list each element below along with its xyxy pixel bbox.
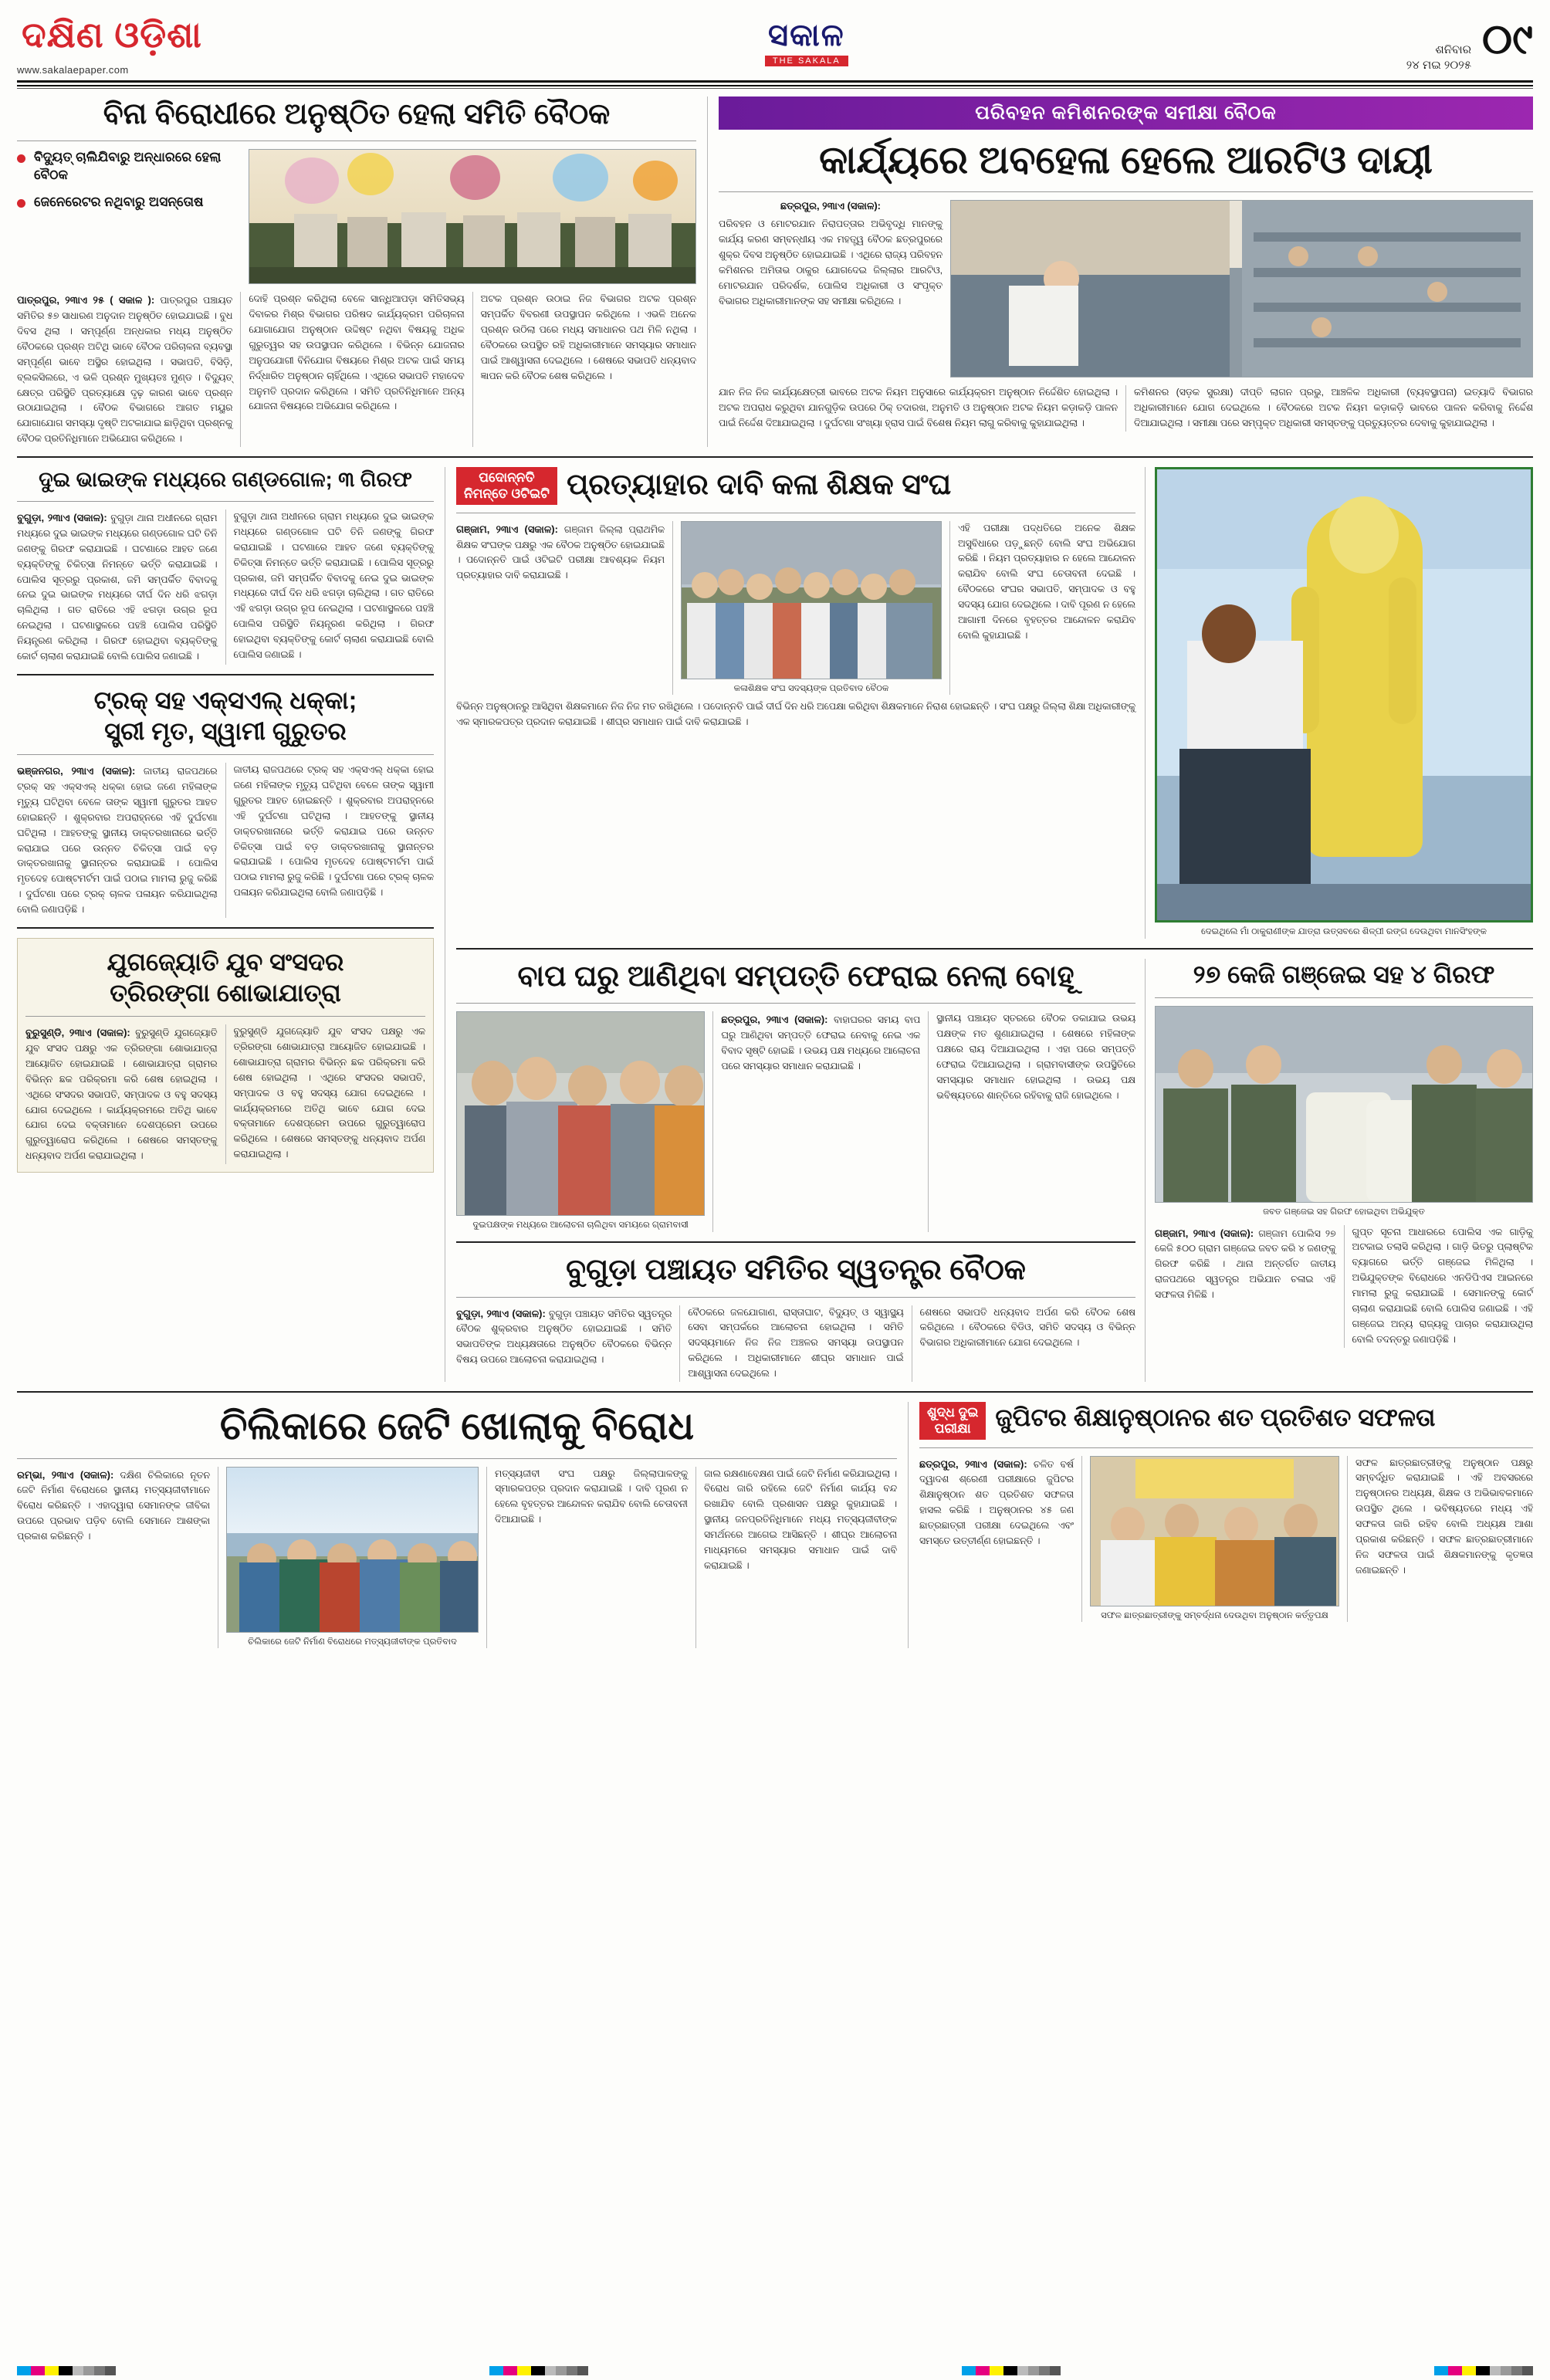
story-11-col-2: ମତ୍ସ୍ୟଜୀବୀ ସଂଘ ପକ୍ଷରୁ ଜିଲ୍ଲାପାଳଙ୍କୁ ସ୍ମାରକପତ୍ର ପ୍ରଦାନ କରାଯାଇଛି । ଦାବି ପୂରଣ ନ ହେଲେ ବୃହତ୍ତର ଆନ୍ଦୋଳନ କରାଯିବ ବୋଲି ଚେତାବନୀ ଦିଆଯାଇଛି । [495, 1468, 688, 1525]
story-12-col-1 [919, 1456, 1074, 1623]
story-4-text: ଜାତୀୟ ରାଜପଥରେ ଟ୍ରକ୍ ସହ ଏକ୍ସଏଲ୍ ଧକ୍କା ହୋଇ ଜଣେ ମହିଳାଙ୍କ ମୃତ୍ୟୁ ଘଟିଥିବା ବେଳେ ତାଙ୍କ ସ୍ୱାମୀ ଗୁରୁତର ଆହତ ହୋଇଛନ୍ତି । ଶୁକ୍ରବାର ଅପରାହ୍ନରେ ଏହି ଦୁର୍ଘଟଣା ଘଟିଥିଲା । ଆହତଙ୍କୁ ସ୍ଥାନୀୟ ଡାକ୍ତରଖାନାରେ ଭର୍ତ୍ତି କରାଯାଇ ପରେ ଉନ୍ନତ ଚିକିତ୍ସା ପାଇଁ ବଡ଼ ଡାକ୍ତରଖାନାକୁ ସ୍ଥାନାନ୍ତର କରାଯାଇଛି । ପୋଲିସ ମୃତଦେହ ପୋଷ୍ଟମର୍ଟମ ପାଇଁ ପଠାଇ ମାମଲା ରୁଜୁ କରିଛି । ଦୁର୍ଘଟଣା ପରେ ଟ୍ରକ୍ ଚାଳକ ପଳାୟନ କରିଯାଇଥିଲା ବୋଲି ଜଣାପଡ଼ିଛି । [17, 765, 218, 916]
story-6-photo-wrap [681, 521, 942, 696]
story-9-headline: ବୁଗୁଡ଼ା ପଞ୍ଚାୟତ ସମିତିର ସ୍ୱତନ୍ତ୍ର ବୈଠକ [566, 1254, 1026, 1286]
story-3-col-2: ବୁଗୁଡ଼ା ଥାନା ଅଧୀନରେ ଗ୍ରାମ ମଧ୍ୟରେ ଦୁଇ ଭାଇଙ୍କ ମଧ୍ୟରେ ଗଣ୍ଡଗୋଳ ଘଟି ତିନି ଜଣଙ୍କୁ ଗିରଫ କରାଯାଇଛି । ଘଟଣାରେ ଆହତ ଜଣେ ବ୍ୟକ୍ତିଙ୍କୁ ଚିକିତ୍ସା ନିମନ୍ତେ ଭର୍ତ୍ତି କରାଯାଇଛି । ପୋଲିସ ସୂତ୍ରରୁ ପ୍ରକାଶ, ଜମି ସମ୍ପର୍କିତ ବିବାଦକୁ ନେଇ ଦୁଇ ଭାଇଙ୍କ ମଧ୍ୟରେ ଦୀର୍ଘ ଦିନ ଧରି ଝଗଡ଼ା ଚାଲିଥିଲା । ଗତ ରାତିରେ ଏହି ଝଗଡ଼ା ଉଗ୍ର ରୂପ ନେଇଥିଲା । ଘଟଣାସ୍ଥଳରେ ପହଞ୍ଚି ପୋଲିସ ପରିସ୍ଥିତି ନିୟନ୍ତ୍ରଣ କରିଥିଲା । ଗିରଫ ହୋଇଥିବା ବ୍ୟକ୍ତିଙ୍କୁ କୋର୍ଟ ଚାଲାଣ କରାଯାଇଛି ବୋଲି ପୋଲିସ ଜଣାଇଛି । [233, 510, 434, 661]
website-url[interactable]: www.sakalaepaper.com [17, 63, 129, 76]
story-6-body [456, 521, 1135, 696]
story-4-dateline: ଭଞ୍ଜନଗର, ୨୩ାଏ (ସକାଳ): [17, 764, 136, 777]
story-8-caption: ଦୁଇପକ୍ଷଙ୍କ ମଧ୍ୟରେ ଆଲୋଚନା ଚାଲିଥିବା ସମୟରେ ଗ୍ରାମବାସୀ [472, 1220, 689, 1231]
middle-band [17, 467, 1533, 1382]
story-4 [17, 685, 434, 918]
story-10-col-2: ଗୁପ୍ତ ସୂଚନା ଆଧାରରେ ପୋଲିସ ଏକ ଗାଡ଼ିକୁ ଅଟକାଇ ତଲାସି କରିଥିଲା । ଗାଡ଼ି ଭିତରୁ ପ୍ଲାଷ୍ଟିକ ବ୍ୟାଗରେ ଭର୍ତ୍ତି ଗଞ୍ଜେଇ ମିଳିଥିଲା । ଅଭିଯୁକ୍ତଙ୍କ ବିରୋଧରେ ଏନଡିପିଏସ ଆଇନରେ ମାମଲା ରୁଜୁ କରାଯାଇଛି । ସେମାନଙ୍କୁ କୋର୍ଟ ଚାଲାଣ କରାଯାଇଛି ବୋଲି ପୋଲିସ ଜଣାଇଛି । ଏହି ଗଞ୍ଜେଇ ଅନ୍ୟ ରାଜ୍ୟକୁ ପାଚାର କରାଯାଉଥିଲା ବୋଲି ତଦନ୍ତରୁ ଜଣାପଡ଼ିଛି । [1352, 1226, 1533, 1345]
story-10-headline: ୨୭ କେଜି ଗଞ୍ଜେଇ ସହ ୪ ଗିରଫ [1193, 960, 1495, 988]
story-1-headline: ବିନା ବିରୋଧୀରେ ଅନୁଷ୍ଠିତ ହେଲା ସମିତି ବୈଠକ [103, 97, 611, 130]
story-2-body [719, 385, 1533, 432]
story-6-body-2 [456, 699, 1135, 730]
story-6-headline: ପ୍ରତ୍ୟାହାର ଦାବି କଳା ଶିକ୍ଷକ ସଂଘ [566, 469, 952, 502]
story-1-rule [17, 140, 696, 141]
story-5-col-1 [25, 1024, 218, 1164]
edition-title: ଦକ୍ଷିଣ ଓଡ଼ିଶା [22, 15, 202, 55]
story-3-headline: ଦୁଇ ଭାଇଙ୍କ ମଧ୍ୟରେ ଗଣ୍ଡଗୋଳ; ୩ ଗିରଫ [39, 468, 412, 492]
color-bar-group-4 [1434, 2366, 1533, 2375]
story-1-top [17, 149, 696, 284]
story-1-bullets [17, 149, 239, 212]
story-1-col-1 [17, 292, 232, 447]
story-8 [456, 959, 1135, 1382]
color-bar-group-1 [17, 2366, 116, 2375]
story-10-photo [1155, 1006, 1533, 1203]
story-8-col-1 [721, 1011, 920, 1232]
story-1-text-1: ପାତ୍ରପୁର ପଞ୍ଚାୟତ ସମିତିର ୫୭ ସାଧାରଣ ଅନୁଦାନ ଅନୁଷ୍ଠିତ ହୋଇଯାଇଛି । ବୁଧ ଦିବସ ଥିଲା । ସମ୍ପୂର୍ଣ୍ଣ ଅନ୍ଧକାର ମଧ୍ୟ ଅନୁଷ୍ଠିତ ବୈଠକରେ ପ୍ରଶ୍ନ ଅଟିଥି ଭାବେ ବୈଠକ ପରିଚାଳନା ବ୍ୟବସ୍ଥା ସମ୍ପୂର୍ଣ୍ଣ ଭାବେ ଅସ୍ଥିର ହୋଇଥିଲା । ସଭାପତି, ବିସିଡ଼ି, ବ୍ଲକସିଲରେ, ଏ ଭଳି ପ୍ରଶ୍ନ ମୁଖ୍ୟତଃ ମୁଣ୍ଡ । ବିଦ୍ୟୁତ୍ କ୍ଷେତ୍ର ପରିସ୍ଥିତି ପ୍ରତ୍ୟାକ୍ଷେ ଦୃଢ଼ କାରଣ ଭାବେ ପ୍ରଶ୍ନ ଉଠାଯାଇଥିଲା । ବୈଠକ ବିଭାଗରେ ଆଗତ ମୟୁର ଯୋଗାଯୋଗ ସମସ୍ୟା ଦୃଷ୍ଟି ଅଟକାଯାଇ ଛାଡ଼ିଥିବା ପ୍ରଶ୍ନକୁ ବୈଠକ ପ୍ରତିନିଧିମାନେ ଅଭିଯୋଗ କରିଥିଲେ । [17, 295, 233, 445]
story-1-col-3: ଅଟକ ପ୍ରଶ୍ନ ଉଠାଇ ନିଜ ବିଭାଗର ଅଟକ ପ୍ରଶ୍ନ ସମ୍ପର୍କିତ ବିବରଣୀ ଉପସ୍ଥାପନ କରିଥିଲେ । ଏଭଳି ଅନେକ ପ୍ରଶ୍ନ ଉଠିଲା ପରେ ମଧ୍ୟ ସମାଧାନର ପଥ ମିଳି ନଥିଲା । ବୈଠକରେ ଉପସ୍ଥିତ ରହି ଅଧିକାରୀମାନେ ସମସ୍ୟାର ସମାଧାନ ପାଇଁ ଆଶ୍ୱାସନା ଦେଇଥିଲେ । ଶେଷରେ ସଭାପତି ଧନ୍ୟବାଦ ଜ୍ଞାପନ କରି ବୈଠକ ଶେଷ କରିଥିଲେ । [480, 293, 696, 381]
story-3-dateline: ବୁଗୁଡ଼ା, ୨୩ାଏ (ସକାଳ): [17, 511, 107, 523]
story-9-dateline: ବୁଗୁଡ଼ା, ୨୩ାଏ (ସକାଳ): [456, 1307, 546, 1319]
story-8-col-2: ସ୍ଥାନୀୟ ପଞ୍ଚାୟତ ସ୍ତରରେ ବୈଠକ ଡକାଯାଇ ଉଭୟ ପକ୍ଷଙ୍କ ମତ ଶୁଣାଯାଇଥିଲା । ଶେଷରେ ମହିଳାଙ୍କ ପକ୍ଷରେ ରାୟ ଦିଆଯାଇଥିଲା । ଏହା ପରେ ସମ୍ପତ୍ତି ଫେରାଇ ଦିଆଯାଇଥିଲା । ଗ୍ରାମବାସୀଙ୍କ ଉପସ୍ଥିତିରେ ସମସ୍ୟାର ସମାଧାନ ହୋଇଥିଲା । ଉଭୟ ପକ୍ଷ ଭବିଷ୍ୟତରେ ଶାନ୍ତିରେ ରହିବାକୁ ରାଜି ହୋଇଥିଲେ । [936, 1013, 1135, 1101]
publication-date [1406, 42, 1471, 74]
story-2-dateline: ଛତ୍ରପୁର, ୨୩ାଏ (ସକାଳ): [780, 200, 881, 212]
story-2-photo-wrap [950, 200, 1533, 377]
masthead-left [17, 14, 207, 76]
story-8-dateline: ଛତ୍ରପୁର, ୨୩ାଏ (ସକାଳ): [721, 1014, 828, 1026]
story-10 [1155, 959, 1533, 1382]
story-11-text-1: ଦକ୍ଷିଣ ଚିଲିକାରେ ନୂତନ ଜେଟି ନିର୍ମାଣ ବିରୋଧରେ ସ୍ଥାନୀୟ ମତ୍ସ୍ୟଜୀବୀମାନେ ବିରୋଧ କରିଛନ୍ତି । ଏହାଦ୍ୱାରା ସେମାନଙ୍କ ଜୀବିକା ଉପରେ ପ୍ରଭାବ ପଡ଼ିବ ବୋଲି ସେମାନେ ଆଶଙ୍କା ପ୍ରକାଶ କରିଛନ୍ତି । [17, 1469, 210, 1542]
story-12-photo [1090, 1456, 1339, 1606]
story-2 [719, 96, 1533, 448]
story-12-headline: ଜୁପିଟର ଶିକ୍ଷାନୁଷ୍ଠାନର ଶତ ପ୍ରତିଶତ ସଫଳତା [995, 1403, 1436, 1432]
story-10-body [1155, 1225, 1533, 1348]
story-2-photo [950, 200, 1533, 377]
story-7 [1155, 467, 1533, 939]
story-1-dateline: ପାତ୍ରପୁର, ୨୩ାଏ ୨୫ ( ସକାଳ ): [17, 294, 155, 306]
masthead-right [1406, 14, 1533, 74]
page-number: ୦୯ [1482, 16, 1533, 63]
paper-logo-subtitle: THE SAKALA [765, 56, 848, 66]
story-2-kicker: ପରିବହନ କମିଶନରଙ୍କ ସମୀକ୍ଷା ବୈଠକ [719, 96, 1533, 130]
story-10-col-1 [1155, 1225, 1336, 1348]
masthead-logo-block [765, 14, 848, 67]
story-9-body [456, 1305, 1135, 1383]
band-divider-2 [17, 1391, 1533, 1393]
story-6-kicker-line-1: ପଦୋନ୍ନତି [479, 470, 535, 486]
story-6-text-1: ଗଞ୍ଜାମ ଜିଲ୍ଲା ପ୍ରାଥମିକ ଶିକ୍ଷକ ସଂଘଙ୍କ ପକ୍ଷରୁ ଏକ ବୈଠକ ଅନୁଷ୍ଠିତ ହୋଇଯାଇଛି । ପଦୋନ୍ନତି ପାଇଁ ଓଟିଇଟି ପରୀକ୍ଷା ଆବଶ୍ୟକ ନିୟମ ପ୍ରତ୍ୟାହାର ଦାବି କରାଯାଇଛି । [456, 523, 665, 581]
row-story6-7 [456, 467, 1533, 939]
story-1-bullets-wrap [17, 149, 249, 284]
story-4-headline-2: ସ୍ତ୍ରୀ ମୃତ, ସ୍ୱାମୀ ଗୁରୁତର [104, 716, 347, 745]
story-6-col-2: ଏହି ପରୀକ୍ଷା ପଦ୍ଧତିରେ ଅନେକ ଶିକ୍ଷକ ଅସୁବିଧାରେ ପଡ଼ୁଛନ୍ତି ବୋଲି ସଂଘ ଅଭିଯୋଗ କରିଛି । ନିୟମ ପ୍ରତ୍ୟାହାର ନ ହେଲେ ଆନ୍ଦୋଳନ କରାଯିବ ବୋଲି ସଂଘ ଚେତାବନୀ ଦେଇଛି । ବୈଠକରେ ସଂଘର ସଭାପତି, ସମ୍ପାଦକ ଓ ବହୁ ସଦସ୍ୟ ଯୋଗ ଦେଇଥିଲେ । ଦାବି ପୂରଣ ନ ହେଲେ ଆଗାମୀ ଦିନରେ ବୃହତ୍ତର ଆନ୍ଦୋଳନ କରାଯିବ ବୋଲି କୁହାଯାଇଛି । [958, 522, 1135, 641]
story-11-col-3: ଜାଲ ରକ୍ଷଣାବେକ୍ଷଣ ପାଇଁ ଜେଟି ନିର୍ମାଣ କରିଯାଇଥିଲା । ବିରୋଧ ଜାରି ରହିଲେ ଜେଟି ନିର୍ମାଣ କାର୍ଯ୍ୟ ବନ୍ଦ ରଖାଯିବ ବୋଲି ପ୍ରଶାସନ ପକ୍ଷରୁ କୁହାଯାଇଛି । ସ୍ଥାନୀୟ ଜନପ୍ରତିନିଧିମାନେ ମଧ୍ୟ ମତ୍ସ୍ୟଜୀବୀଙ୍କ ସମର୍ଥନରେ ଆଗେଇ ଆସିଛନ୍ତି । ଶୀଘ୍ର ଆଲୋଚନା ମାଧ୍ୟମରେ ସମସ୍ୟାର ସମାଧାନ ପାଇଁ ଦାବି କରାଯାଇଛି । [704, 1468, 897, 1571]
story-12-body [919, 1456, 1533, 1623]
story-12-kicker [919, 1402, 986, 1440]
story-11 [17, 1402, 897, 1648]
story-1-bullet-0: ବିଦ୍ୟୁତ୍ ଚାଲିଯିବାରୁ ଅନ୍ଧାରରେ ହେଲା ବୈଠକ [17, 149, 239, 185]
story-12 [919, 1402, 1533, 1648]
story-12-dateline: ଛତ୍ରପୁର, ୨୩ାଏ (ସକାଳ): [919, 1457, 1027, 1470]
story-6-kicker-line-2: ନିମନ୍ତେ ଓଟିଇଟି [464, 486, 550, 502]
story-12-kicker-line-1: ଶୁଦ୍ଧ ଦୁଇ [927, 1405, 979, 1420]
top-band [17, 96, 1533, 448]
story-5-headline-2: ତ୍ରିରଙ୍ଗା ଶୋଭାଯାତ୍ରା [110, 979, 341, 1007]
masthead [17, 14, 1533, 83]
date-full: ୨୪ ମଇ ୨୦୨୫ [1406, 59, 1472, 73]
story-10-text-1: ଗଞ୍ଜାମ ପୋଲିସ ୨୭ କେଜି ୫୦୦ ଗ୍ରାମ ଗଞ୍ଜେଇ ଜବତ କରି ୪ ଜଣଙ୍କୁ ଗିରଫ କରିଛି । ଥାନା ଅନ୍ତର୍ଗତ ଜାତୀୟ ରାଜପଥରେ ସ୍ୱତନ୍ତ୍ର ଅଭିଯାନ ଚଳାଇ ଏହି ସଫଳତା ମିଳିଛି । [1155, 1227, 1336, 1301]
story-4-col-2: ଜାତୀୟ ରାଜପଥରେ ଟ୍ରକ୍ ସହ ଏକ୍ସଏଲ୍ ଧକ୍କା ହୋଇ ଜଣେ ମହିଳାଙ୍କ ମୃତ୍ୟୁ ଘଟିଥିବା ବେଳେ ତାଙ୍କ ସ୍ୱାମୀ ଗୁରୁତର ଆହତ ହୋଇଛନ୍ତି । ଶୁକ୍ରବାର ଅପରାହ୍ନରେ ଏହି ଦୁର୍ଘଟଣା ଘଟିଥିଲା । ଆହତଙ୍କୁ ସ୍ଥାନୀୟ ଡାକ୍ତରଖାନାରେ ଭର୍ତ୍ତି କରାଯାଇ ପରେ ଉନ୍ନତ ଚିକିତ୍ସା ପାଇଁ ବଡ଼ ଡାକ୍ତରଖାନାକୁ ସ୍ଥାନାନ୍ତର କରାଯାଇଛି । ପୋଲିସ ମୃତଦେହ ପୋଷ୍ଟମର୍ଟମ ପାଇଁ ପଠାଇ ମାମଲା ରୁଜୁ କରିଛି । ଦୁର୍ଘଟଣା ପରେ ଟ୍ରକ୍ ଚାଳକ ପଳାୟନ କରିଯାଇଥିଲା ବୋଲି ଜଣାପଡ଼ିଛି । [233, 763, 434, 899]
bottom-band [17, 1402, 1533, 1648]
story-4-col-1 [17, 763, 218, 918]
story-5-col-2: ବୁରୁସୁଣ୍ଡି ଯୁଗଜ୍ୟୋତି ଯୁବ ସଂସଦ ପକ୍ଷରୁ ଏକ ତ୍ରିରଙ୍ଗା ଶୋଭାଯାତ୍ରା ଆୟୋଜିତ ହୋଇଯାଇଛି । ଶୋଭାଯାତ୍ରା ଗ୍ରାମର ବିଭିନ୍ନ ଛକ ପରିକ୍ରମା କରି ଶେଷ ହୋଇଥିଲା । ଏଥିରେ ସଂସଦର ସଭାପତି, ସମ୍ପାଦକ ଓ ବହୁ ସଦସ୍ୟ ଯୋଗ ଦେଇଥିଲେ । କାର୍ଯ୍ୟକ୍ରମରେ ଅତିଥି ଭାବେ ଯୋଗ ଦେଇ ବକ୍ତାମାନେ ଦେଶପ୍ରେମ ଉପରେ ଗୁରୁତ୍ୱାରୋପ କରିଥିଲେ । ଶେଷରେ ସମସ୍ତଙ୍କୁ ଧନ୍ୟବାଦ ଅର୍ପଣ କରାଯାଇଥିଲା । [233, 1026, 425, 1160]
center-right-block [456, 467, 1533, 1382]
story-5-text: ବୁରୁସୁଣ୍ଡି ଯୁଗଜ୍ୟୋତି ଯୁବ ସଂସଦ ପକ୍ଷରୁ ଏକ ତ୍ରିରଙ୍ଗା ଶୋଭାଯାତ୍ରା ଆୟୋଜିତ ହୋଇଯାଇଛି । ଶୋଭାଯାତ୍ରା ଗ୍ରାମର ବିଭିନ୍ନ ଛକ ପରିକ୍ରମା କରି ଶେଷ ହୋଇଥିଲା । ଏଥିରେ ସଂସଦର ସଭାପତି, ସମ୍ପାଦକ ଓ ବହୁ ସଦସ୍ୟ ଯୋଗ ଦେଇଥିଲେ । କାର୍ଯ୍ୟକ୍ରମରେ ଅତିଥି ଭାବେ ଯୋଗ ଦେଇ ବକ୍ତାମାନେ ଦେଶପ୍ରେମ ଉପରେ ଗୁରୁତ୍ୱାରୋପ କରିଥିଲେ । ଶେଷରେ ସମସ୍ତଙ୍କୁ ଧନ୍ୟବାଦ ଅର୍ପଣ କରାଯାଇଥିଲା । [25, 1027, 218, 1162]
story-5-headline-1: ଯୁଗଜ୍ୟୋତି ଯୁବ ସଂସଦର [107, 948, 344, 977]
story-9-col-1 [456, 1305, 672, 1383]
story-6-dateline: ଗଞ୍ଜାମ, ୨୩ାଏ (ସକାଳ): [456, 523, 558, 535]
story-11-photo-wrap [226, 1467, 479, 1649]
story-1-photo-wrap [249, 149, 696, 284]
story-5-body [25, 1024, 425, 1164]
story-2-headline: କାର୍ଯ୍ୟରେ ଅବହେଳା ହେଲେ ଆରଟିଓ ଦାୟୀ [819, 137, 1433, 181]
story-12-kicker-line-2: ପରୀକ୍ଷା [934, 1421, 971, 1437]
story-9-col-2: ବୈଠକରେ ଜଳଯୋଗାଣ, ରାସ୍ତାଘାଟ, ବିଦ୍ୟୁତ୍ ଓ ସ୍ୱାସ୍ଥ୍ୟ ସେବା ସମ୍ପର୍କରେ ଆଲୋଚନା ହୋଇଥିଲା । ସମିତି ସଦସ୍ୟମାନେ ନିଜ ନିଜ ଅଞ୍ଚଳର ସମସ୍ୟା ଉପସ୍ଥାପନ କରିଥିଲେ । ଅଧିକାରୀମାନେ ଶୀଘ୍ର ସମାଧାନ ପାଇଁ ଆଶ୍ୱାସନା ଦେଇଥିଲେ । [688, 1306, 904, 1380]
story-10-caption: ଜବତ ଗଞ୍ଜେଇ ସହ ଗିରଫ ହୋଇଥିବା ଅଭିଯୁକ୍ତ [1263, 1207, 1425, 1217]
story-5 [17, 938, 434, 1173]
story-3-col-1 [17, 510, 218, 665]
story-6-caption: କଳାଶିକ୍ଷକ ସଂଘ ସଦସ୍ୟଙ୍କ ପ୍ରତିବାଦ ବୈଠକ [733, 683, 889, 693]
story-3-text: ବୁଗୁଡ଼ା ଥାନା ଅଧୀନରେ ଗ୍ରାମ ମଧ୍ୟରେ ଦୁଇ ଭାଇଙ୍କ ମଧ୍ୟରେ ଗଣ୍ଡଗୋଳ ଘଟି ତିନି ଜଣଙ୍କୁ ଗିରଫ କରାଯାଇଛି । ଘଟଣାରେ ଆହତ ଜଣେ ବ୍ୟକ୍ତିଙ୍କୁ ଚିକିତ୍ସା ନିମନ୍ତେ ଭର୍ତ୍ତି କରାଯାଇଛି । ପୋଲିସ ସୂତ୍ରରୁ ପ୍ରକାଶ, ଜମି ସମ୍ପର୍କିତ ବିବାଦକୁ ନେଇ ଦୁଇ ଭାଇଙ୍କ ମଧ୍ୟରେ ଦୀର୍ଘ ଦିନ ଧରି ଝଗଡ଼ା ଚାଲିଥିଲା । ଗତ ରାତିରେ ଏହି ଝଗଡ଼ା ଉଗ୍ର ରୂପ ନେଇଥିଲା । ଘଟଣାସ୍ଥଳରେ ପହଞ୍ଚି ପୋଲିସ ପରିସ୍ଥିତି ନିୟନ୍ତ୍ରଣ କରିଥିଲା । ଗିରଫ ହୋଇଥିବା ବ୍ୟକ୍ତିଙ୍କୁ କୋର୍ଟ ଚାଲାଣ କରାଯାଇଛି ବୋଲି ପୋଲିସ ଜଣାଇଛି । [17, 512, 218, 662]
registration-color-bars [17, 2366, 1533, 2375]
story-6-col-3: ବିଭିନ୍ନ ଅନୁଷ୍ଠାନରୁ ଆସିଥିବା ଶିକ୍ଷକମାନେ ନିଜ ନିଜ ମତ ରଖିଥିଲେ । ପଦୋନ୍ନତି ପାଇଁ ଦୀର୍ଘ ଦିନ ଧରି ଅପେକ୍ଷା କରିଥିବା ଶିକ୍ଷକମାନେ ନିରାଶ ହୋଇଛନ୍ତି । ସଂଘ ପକ୍ଷରୁ ଜିଲ୍ଲା ଶିକ୍ଷା ଅଧିକାରୀଙ୍କୁ ଏକ ସ୍ମାରକପତ୍ର ପ୍ରଦାନ କରାଯାଇଛି । ଶୀଘ୍ର ସମାଧାନ ପାଇଁ ଦାବି କରାଯାଇଛି । [456, 701, 1135, 728]
story-11-headline: ଚିଲିକାରେ ଜେଟି ଖୋଲାକୁ ବିରୋଧ [219, 1404, 695, 1448]
row-story8-10 [456, 959, 1533, 1382]
paper-logo: ସକାଳ [768, 19, 845, 52]
story-11-caption: ଚିଲିକାରେ ଜେଟି ନିର୍ମାଣ ବିରୋଧରେ ମତ୍ସ୍ୟଜୀବୀଙ୍କ ପ୍ରତିବାଦ [248, 1637, 457, 1647]
date-weekday: ଶନିବାର [1435, 43, 1472, 56]
story-7-caption: ଦେଇଥିଲେ ମାଁ ଠାକୁରାଣୀଙ୍କ ଯାତ୍ରା ଉତ୍ସବରେ ଶିଳ୍ପୀ ରଙ୍ଗ ଦେଉଥିବା ମାନସିଂହଙ୍କ [1200, 927, 1487, 937]
story-6-col-1-wrap [456, 521, 665, 696]
story-10-dateline: ଗଞ୍ଜାମ, ୨୩ାଏ (ସକାଳ): [1155, 1227, 1254, 1239]
color-bar-group-2 [489, 2366, 588, 2375]
story-11-photo [226, 1467, 479, 1633]
story-2-lead-col [719, 200, 950, 377]
story-8-headline: ବାପ ଘରୁ ଆଣିଥିବା ସମ୍ପତ୍ତି ଫେରାଇ ନେଲା ବୋହୂ [517, 960, 1075, 993]
story-2-upper [719, 200, 1533, 377]
story-9-col-3: ଶେଷରେ ସଭାପତି ଧନ୍ୟବାଦ ଅର୍ପଣ କରି ବୈଠକ ଶେଷ କରିଥିଲେ । ବୈଠକରେ ବିଡିଓ, ସମିତି ସଦସ୍ୟ ଓ ବିଭିନ୍ନ ବିଭାଗର ଅଧିକାରୀମାନେ ଯୋଗ ଦେଇଥିଲେ । [919, 1306, 1135, 1349]
left-column [17, 467, 434, 1382]
masthead-rule [17, 85, 1533, 86]
band-divider-1 [17, 456, 1533, 458]
story-12-text-1: ଚଳିତ ବର୍ଷ ଦ୍ୱାଦଶ ଶ୍ରେଣୀ ପରୀକ୍ଷାରେ ଜୁପିଟର ଶିକ୍ଷାନୁଷ୍ଠାନ ଶତ ପ୍ରତିଶତ ସଫଳତା ହାସଲ କରିଛି । ଅନୁଷ୍ଠାନର ୪୫ ଜଣ ଛାତ୍ରଛାତ୍ରୀ ପରୀକ୍ଷା ଦେଇଥିଲେ ଏବଂ ସମସ୍ତେ ଉତ୍ତୀର୍ଣ୍ଣ ହୋଇଛନ୍ତି । [919, 1458, 1074, 1547]
story-9 [456, 1252, 1135, 1382]
color-bar-group-3 [962, 2366, 1061, 2375]
story-3 [17, 467, 434, 665]
story-12-col-2: ସଫଳ ଛାତ୍ରଛାତ୍ରୀଙ୍କୁ ଅନୁଷ୍ଠାନ ପକ୍ଷରୁ ସମ୍ବର୍ଦ୍ଧିତ କରାଯାଇଛି । ଏହି ଅବସରରେ ଅନୁଷ୍ଠାନର ଅଧ୍ୟକ୍ଷ, ଶିକ୍ଷକ ଓ ଅଭିଭାବକମାନେ ଉପସ୍ଥିତ ଥିଲେ । ଭବିଷ୍ୟତରେ ମଧ୍ୟ ଏହି ସଫଳତା ଜାରି ରହିବ ବୋଲି ଅଧ୍ୟକ୍ଷ ଆଶା ପ୍ରକାଶ କରିଛନ୍ତି । ସଫଳ ଛାତ୍ରଛାତ୍ରୀମାନେ ନିଜ ସଫଳତା ପାଇଁ ଶିକ୍ଷକମାନଙ୍କୁ କୃତଜ୍ଞତା ଜଣାଇଛନ୍ତି । [1355, 1457, 1533, 1576]
story-11-col-1 [17, 1467, 210, 1649]
story-9-text-1: ବୁଗୁଡ଼ା ପଞ୍ଚାୟତ ସମିତିର ସ୍ୱତନ୍ତ୍ର ବୈଠକ ଶୁକ୍ରବାର ଅନୁଷ୍ଠିତ ହୋଇଯାଇଛି । ସମିତି ସଭାପତିଙ୍କ ଅଧ୍ୟକ୍ଷତାରେ ଅନୁଷ୍ଠିତ ବୈଠକରେ ବିଭିନ୍ନ ବିଷୟ ଉପରେ ଆଲୋଚନା କରାଯାଇଥିଲା । [456, 1308, 672, 1366]
story-4-headline-1: ଟ୍ରକ୍ ସହ ଏକ୍ସଏଲ୍ ଧକ୍କା; [93, 686, 357, 714]
story-2-col-1: ପରିବହନ ଓ ମୋଟରଯାନ ନିରାପତ୍ତାର ଅଭିବୃଦ୍ଧି ମାନଙ୍କୁ କାର୍ଯ୍ୟ କରଣ ସମ୍ବନ୍ଧୀୟ ଏକ ମହତ୍ତ୍ୱ ବୈଠକ ଛତ୍ରପୁରରେ ଶୁକ୍ର ଦିବସ ଅନୁଷ୍ଠିତ ହୋଇଯାଇଛି । ଏଥିରେ ରାଜ୍ୟ ପରିବହନ କମିଶନର ଅମିତାଭ ଠାକୁର ଯୋଗଦେଇ ଜିଲ୍ଲାର ଆରଟିଓ, ମୋଟରଯାନ ପରିଦର୍ଶକ, ପୋଲିସ ଅଧିକାରୀ ଓ ସଂପୃକ୍ତ ବିଭାଗର ଅଧିକାରୀମାନଙ୍କ ସହ ସମୀକ୍ଷା କରିଥିଲେ । [719, 218, 943, 306]
story-11-body [17, 1467, 897, 1649]
story-5-dateline: ବୁରୁସୁଣ୍ଡି, ୨୩ାଏ (ସକାଳ): [25, 1027, 130, 1039]
story-1 [17, 96, 696, 448]
story-4-body [17, 763, 434, 918]
story-3-body [17, 510, 434, 665]
story-2-col-2: ଯାନ ନିଜ ନିଜ କାର୍ଯ୍ୟକ୍ଷେତ୍ରୀ ଭାବରେ ଅଟକ ନିୟମ ଅନୁସାରେ କାର୍ଯ୍ୟକ୍ରମ ଅନୁଷ୍ଠାନ ନିର୍ଦ୍ଦେଶିତ ହୋଇଥିଲା । ଅଟକ ଅପରାଧ କରୁଥିବା ଯାନଗୁଡ଼ିକ ଉପରେ ଠିକ୍ ତଦାରଖ, ଅନୁମତି ଓ ଅନୁଷ୍ଠାନ ଅଟକ ନିୟମ କଡ଼ାକଡ଼ି ପାଳନ ପାଇଁ ନିର୍ଦ୍ଦେଶ ଦିଆଯାଇଥିଲା । ଦୁର୍ଘଟଣା ସଂଖ୍ୟା ହ୍ରାସ ପାଇଁ ବିଶେଷ ନିୟମ ଲାଗୁ କରିବାକୁ କୁହାଯାଇଥିଲା । [719, 387, 1118, 428]
story-8-body [456, 1011, 1135, 1232]
story-6 [456, 467, 1135, 939]
story-6-photo [681, 521, 942, 679]
story-2-rule [719, 191, 1533, 192]
story-1-body [17, 292, 696, 447]
story-1-col-2: ଦୋହି ପ୍ରଶ୍ନ କରିଥିଲା ବେଳେ ସାନ୍ଧିଆପଡ଼ା ସମିତିସଭ୍ୟ ଦିବାକର ମିଶ୍ର ବିଭାଗର ପରିଷଦ କାର୍ଯ୍ୟକ୍ରମ ପରିଚାଳନା ଯୋଗାଯୋଗ ଅନୁଷ୍ଠାନ ଉଦ୍ଦିଷ୍ଟ ନଥିବା ବିଷୟକୁ ଅଧିକ ଗୁରୁତ୍ୱର ସହ ଉପସ୍ଥାପନ କରିଥିଲେ । ବିଭିନ୍ନ ଯୋଜନାର ଅନୁପଯୋଗୀ ବିନିଯୋଗ ବିଷୟରେ ମିଶ୍ର ଅଟକ ପାଇଁ ସମୟ ନିର୍ଦ୍ଧାରିତ ଅନୁଷ୍ଠାନ ଚାହିଁଥିଲେ । ଏଥିରେ ସଭାପତି ମହାଦେବ ଅନୁମତି ପ୍ରଦାନ କରିଥିଲେ । ସମିତି ପ୍ରତିନିଧିମାନେ ଅନ୍ୟ ଯୋଜନା ବିଷୟରେ ଅଭିଯୋଗ କରିଥିଲେ । [249, 293, 465, 412]
story-12-caption: ସଫଳ ଛାତ୍ରଛାତ୍ରୀଙ୍କୁ ସମ୍ବର୍ଦ୍ଧନା ଦେଉଥିବା ଅନୁଷ୍ଠାନ କର୍ତ୍ତୃପକ୍ଷ [1101, 1610, 1328, 1620]
story-8-text-1: ବାହାଘରର ସମୟ ବାପ ଘରୁ ଆଣିଥିବା ସମ୍ପତ୍ତି ଫେରାଇ ନେବାକୁ ନେଇ ଏକ ବିବାଦ ସୃଷ୍ଟି ହୋଇଛି । ଉଭୟ ପକ୍ଷ ମଧ୍ୟରେ ଆଲୋଚନା ପରେ ସମସ୍ୟାର ସମାଧାନ କରାଯାଇଛି । [721, 1014, 921, 1072]
story-8-photo [456, 1011, 705, 1216]
story-1-photo [249, 149, 696, 284]
story-7-photo [1155, 467, 1533, 923]
story-1-bullet-1: ଜେନେରେଟର ନଥିବାରୁ ଅସନ୍ତୋଷ [17, 194, 239, 212]
story-12-photo-wrap [1090, 1456, 1339, 1623]
story-6-col-1 [456, 521, 665, 584]
story-11-dateline: ରମ୍ଭା, ୨୩ାଏ (ସକାଳ): [17, 1468, 114, 1481]
masthead-rule-hair [17, 88, 1533, 89]
story-8-photo-wrap [456, 1011, 705, 1232]
story-2-col-3: କମିଶନର (ସଡ଼କ ସୁରକ୍ଷା) ଦୀପ୍ତି ଲାଗନ ପ୍ରଭୁ, ଆଞ୍ଚଳିକ ଅଧିକାରୀ (ବ୍ୟବସ୍ଥାପନା) ଇତ୍ୟାଦି ବିଭାଗର ଅଧିକାରୀମାନେ ଯୋଗ ଦେଇଥିଲେ । ବୈଠକରେ ଅଟକ ନିୟମ କଡ଼ାକଡ଼ି ଭାବରେ ପାଳନ କରିବାକୁ ନିର୍ଦ୍ଦେଶ ଦିଆଯାଇଥିଲା । ସମୀକ୍ଷା ପରେ ସମ୍ପୃକ୍ତ ଅଧିକାରୀ ସମସ୍ତଙ୍କୁ ପ୍ରତ୍ୟୁତ୍ତର ଦେବାକୁ କୁହାଯାଇଥିଲା । [1134, 387, 1533, 428]
story-6-kicker [456, 467, 557, 505]
